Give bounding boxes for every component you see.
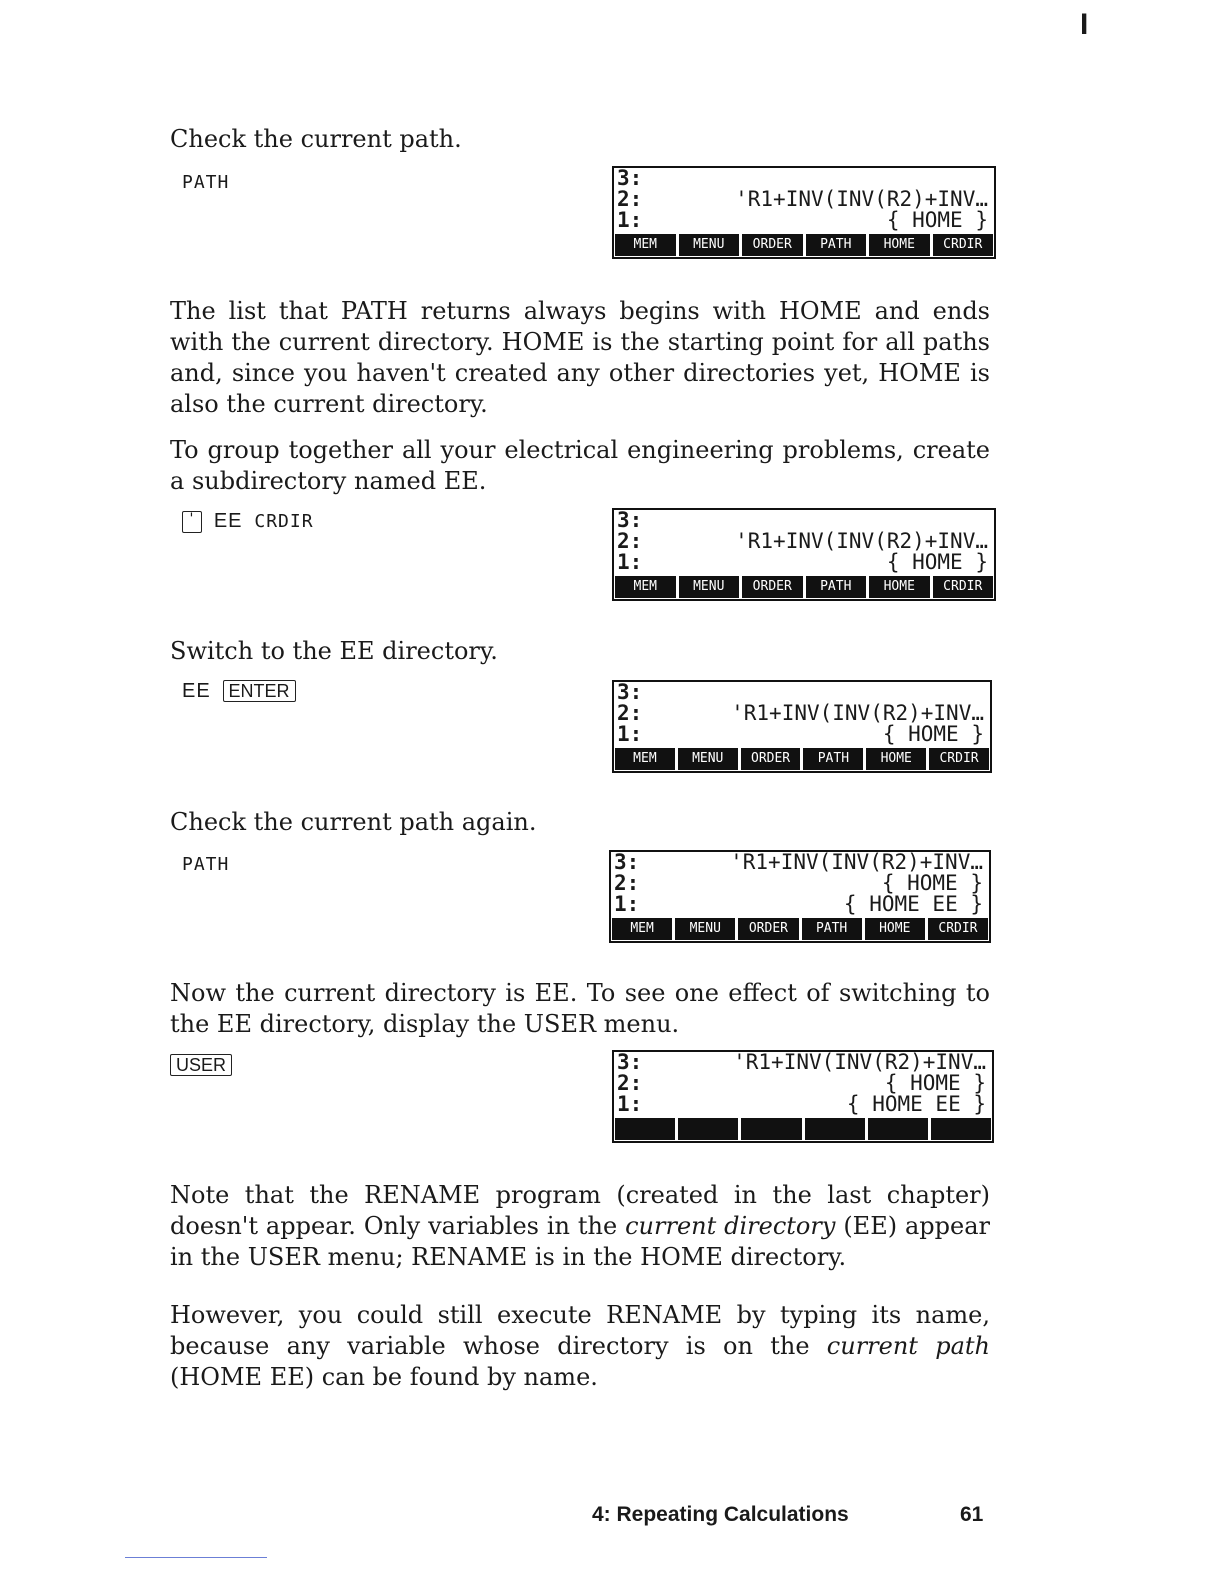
calculator-screen-5 (612, 1050, 994, 1143)
softkey-menu (614, 748, 990, 771)
quote-key[interactable]: ' (182, 511, 202, 533)
calculator-screen-2 (612, 508, 996, 601)
stack-row-3: 3: (617, 508, 643, 532)
softkey-crdir[interactable]: CRDIR (933, 234, 994, 256)
stack-row-3: 3: (617, 680, 643, 704)
paragraph-path-explanation: The list that PATH returns always begins with HOME and ends with the current directory. HOME is the starting point for all paths and, since you haven't created any other directories yet, HOME is also the current directory. (170, 297, 990, 418)
softkey-blank-3[interactable] (741, 1118, 801, 1140)
stack-row-3: 3: 'R1+INV(INV(R2)+INV… (617, 1050, 986, 1074)
softkey-menu-key[interactable]: MENU (679, 576, 740, 598)
softkey-menu-key[interactable]: MENU (675, 918, 735, 940)
softkey-order[interactable]: ORDER (741, 748, 801, 770)
softkey-blank-4[interactable] (805, 1118, 865, 1140)
stack-row-1: 1: { HOME } (617, 550, 988, 574)
calculator-screen-3 (612, 680, 992, 773)
paragraph-rename-note: Note that the RENAME program (created in the last chapter) doesn't appear. Only variables in the current directory (EE) appear in the USER menu; RENAME is in the HOME directory. (170, 1181, 990, 1271)
softkey-path[interactable]: PATH (802, 918, 862, 940)
user-key[interactable]: USER (170, 1054, 232, 1076)
bottom-divider (125, 1557, 267, 1558)
softkey-home[interactable]: HOME (869, 576, 930, 598)
paragraph-check-path-again: Check the current path again. (170, 808, 537, 836)
step-path: PATH (182, 172, 230, 193)
softkey-path[interactable]: PATH (803, 748, 863, 770)
softkey-menu-key[interactable]: MENU (678, 748, 738, 770)
softkey-blank-2[interactable] (678, 1118, 738, 1140)
softkey-menu (614, 576, 994, 599)
softkey-mem[interactable]: MEM (615, 234, 676, 256)
footer-chapter: 4: Repeating Calculations (592, 1503, 849, 1526)
softkey-order[interactable]: ORDER (742, 234, 803, 256)
margin-mark: I (1080, 8, 1089, 41)
softkey-menu-empty (614, 1118, 992, 1141)
softkey-order[interactable]: ORDER (738, 918, 798, 940)
softkey-home[interactable]: HOME (865, 918, 925, 940)
softkey-mem[interactable]: MEM (612, 918, 672, 940)
softkey-order[interactable]: ORDER (742, 576, 803, 598)
enter-key[interactable]: ENTER (223, 680, 296, 702)
stack-row-1: 1: { HOME EE } (617, 1092, 986, 1116)
softkey-blank-1[interactable] (615, 1118, 675, 1140)
calculator-screen-4 (609, 850, 991, 943)
step-path-again: PATH (182, 854, 230, 875)
softkey-crdir[interactable]: CRDIR (933, 576, 994, 598)
softkey-path[interactable]: PATH (806, 234, 867, 256)
stack-row-2: 2: { HOME } (617, 1071, 986, 1095)
softkey-mem[interactable]: MEM (615, 748, 675, 770)
stack-row-2: 2: 'R1+INV(INV(R2)+INV… (617, 187, 988, 211)
stack-row-3: 3: (617, 166, 643, 190)
paragraph-current-path-note: However, you could still execute RENAME by typing its name, because any variable whose directory is on the current path (HOME EE) can be found by name. (170, 1301, 990, 1391)
stack-row-2: 2: { HOME } (614, 871, 983, 895)
paragraph-check-path: Check the current path. (170, 125, 462, 153)
stack-row-1: 1: { HOME EE } (614, 892, 983, 916)
softkey-blank-5[interactable] (868, 1118, 928, 1140)
step-crdir: ' EE CRDIR (182, 510, 314, 533)
softkey-path[interactable]: PATH (806, 576, 867, 598)
softkey-menu (614, 234, 994, 257)
softkey-crdir[interactable]: CRDIR (928, 918, 988, 940)
paragraph-switch-ee: Switch to the EE directory. (170, 637, 498, 665)
footer-page-number: 61 (960, 1503, 984, 1526)
softkey-menu-key[interactable]: MENU (679, 234, 740, 256)
paragraph-create-subdirectory: To group together all your electrical engineering problems, create a subdirectory named EE. (170, 436, 990, 495)
softkey-home[interactable]: HOME (869, 234, 930, 256)
stack-row-2: 2: 'R1+INV(INV(R2)+INV… (617, 529, 988, 553)
step-user (170, 1054, 232, 1076)
softkey-blank-6[interactable] (931, 1118, 991, 1140)
stack-row-1: 1: { HOME } (617, 722, 984, 746)
softkey-home[interactable]: HOME (866, 748, 926, 770)
step-enter-ee: EE ENTER (182, 680, 296, 703)
softkey-menu (611, 918, 989, 941)
stack-row-1: 1: { HOME } (617, 208, 988, 232)
stack-row-2: 2: 'R1+INV(INV(R2)+INV… (617, 701, 984, 725)
paragraph-current-directory-ee: Now the current directory is EE. To see one effect of switching to the EE directory, display the USER menu. (170, 979, 990, 1038)
softkey-mem[interactable]: MEM (615, 576, 676, 598)
calculator-screen-1 (612, 166, 996, 259)
stack-row-3: 3: 'R1+INV(INV(R2)+INV… (614, 850, 983, 874)
softkey-crdir[interactable]: CRDIR (929, 748, 989, 770)
